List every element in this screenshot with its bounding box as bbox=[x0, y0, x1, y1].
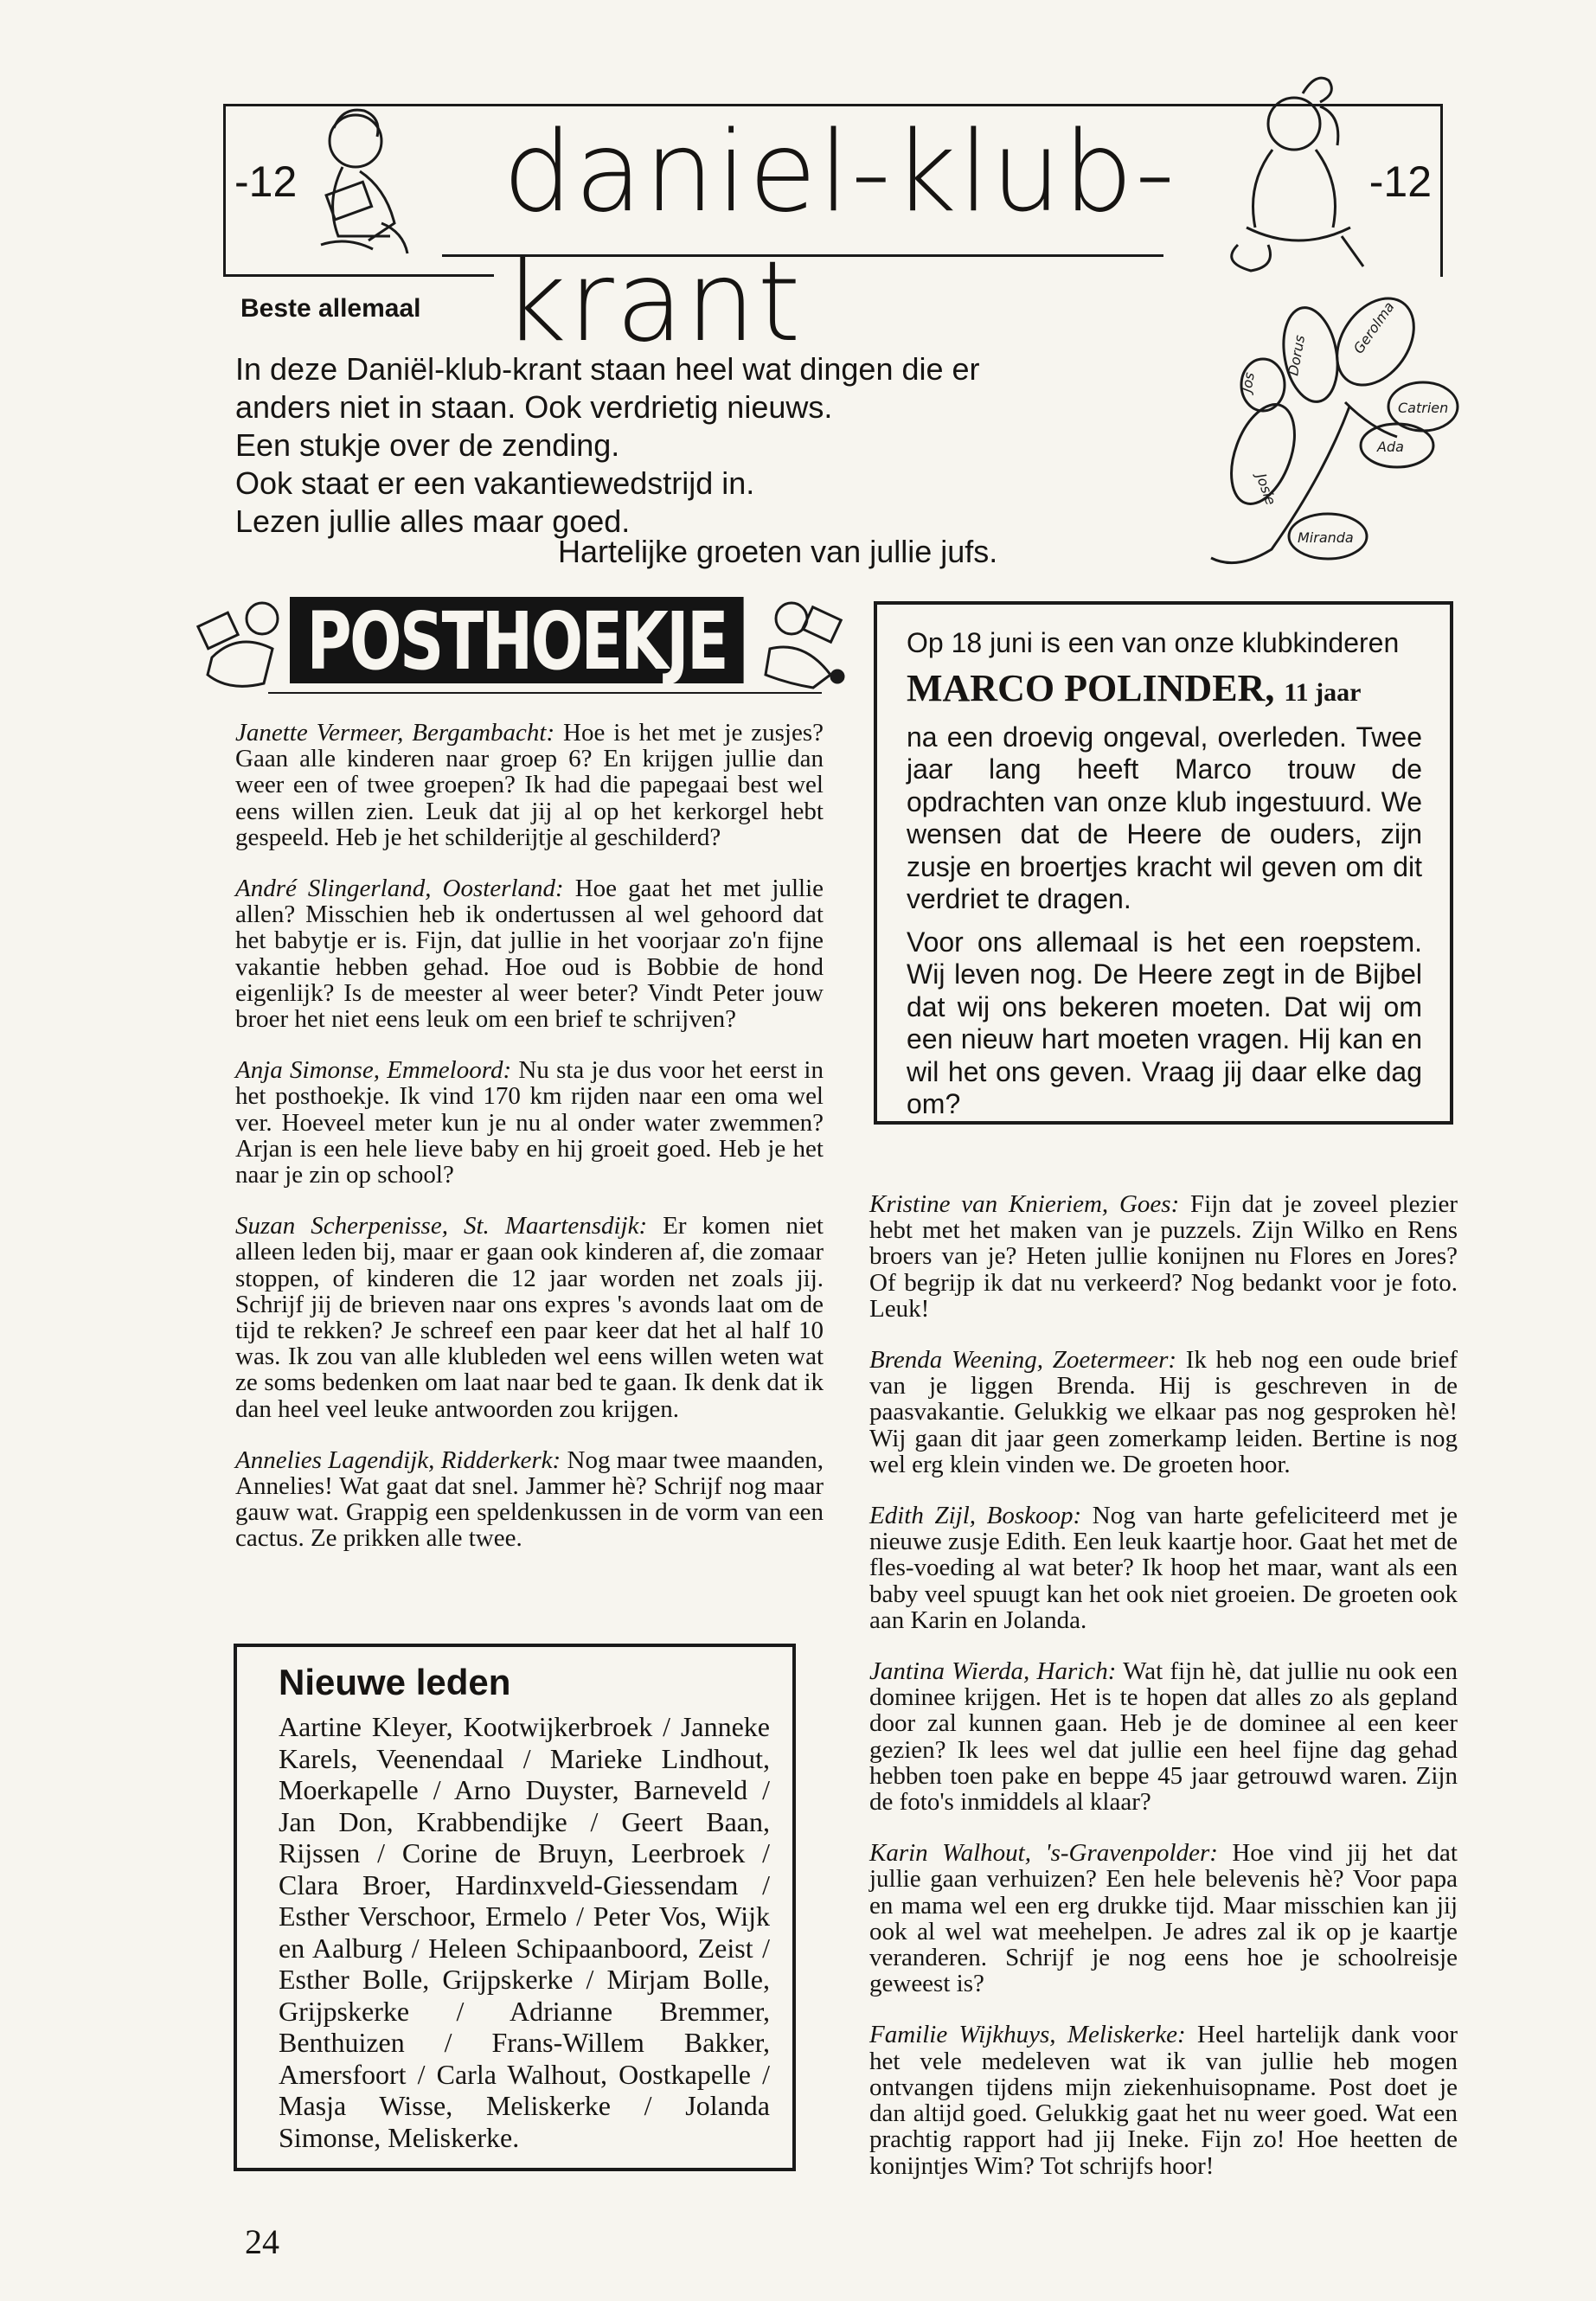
letter bbox=[235, 720, 824, 850]
intro-line: Lezen jullie alles maar goed. bbox=[235, 503, 631, 539]
letter-author: Familie Wijkhuys, Meliskerke: bbox=[869, 2021, 1186, 2049]
letter-text: Ik heb nog een oude brief van je liggen Brenda. Hij is geschreven in de paasvakantie. Gelukkig we elkaar pas nog gesproken hè! Wij gaan dit jaar geen zomerkamp leiden. Bertine is nog wel erg klein vinden we. De groeten hoor. bbox=[869, 1346, 1458, 1478]
petal-label: Gerolma bbox=[1349, 298, 1398, 357]
memorial-paragraph-1: na een droevig ongeval, overleden. Twee jaar lang heeft Marco trouw de opdrachten van onze klub ingestuurd. We wensen dat de Heere de ouders, zijn zusje en broertjes kracht wil geven om dit verdriet te dragen. bbox=[907, 721, 1422, 914]
memorial-box bbox=[874, 601, 1453, 1125]
letter-text: Hoe is het met je zusjes? Gaan alle kinderen naar groep 6? En krijgen jullie dan weer een of twee groepen? Ik had die papegaai best wel eens willen zien. Leuk dat jij al op het kerkorgel hebt gespeeld. Heb je het schilderijtje al geschilderd? bbox=[235, 719, 824, 851]
letter-author: Jantina Wierda, Harich: bbox=[869, 1657, 1117, 1686]
petal bbox=[1277, 304, 1344, 407]
new-members-list: Aartine Kleyer, Kootwijkerbroek / Janneke Karels, Veenendaal / Marieke Lindhout, Moerkapelle / Arno Duyster, Barneveld / Jan Don, Krabbendijke / Geert Baan, Rijssen / Corine de Bruyn, Leerbroek / Clara Broer, Hardinxveld-Giessendam / Esther Verschoor, Ermelo / Peter Vos, Wijk en Aalburg / Heleen Schipaanboord, Zeist / Esther Bolle, Grijpskerke / Mirjam Bolle, Grijpskerke / Adrianne Bremmer, Benthuizen / Frans-Willem Bakker, Amersfoort / Carla Walhout, Oostkapelle / Masja Wisse, Meliskerke / Jolanda Simonse, Meliskerke. bbox=[279, 1711, 770, 2153]
letter-author: Kristine van Knieriem, Goes: bbox=[869, 1190, 1180, 1218]
memorial-intro: Op 18 juni is een van onze klubkinderen bbox=[907, 627, 1400, 658]
petal-label: Miranda bbox=[1298, 529, 1354, 546]
child-reading-illustration-right bbox=[753, 597, 848, 692]
letter bbox=[869, 1840, 1458, 1997]
letter bbox=[869, 1658, 1458, 1815]
posthoekje-rule bbox=[268, 692, 822, 694]
intro-signoff: Hartelijke groeten van jullie jufs. bbox=[558, 534, 998, 569]
letter bbox=[869, 2022, 1458, 2178]
flower-illustration bbox=[1194, 285, 1471, 588]
letter-text: Fijn dat je zoveel plezier hebt met het maken van je puzzels. Zijn Wilko en Rens broers van je? Heten jullie konijnen nu Flores en Jores? Of begrijp ik dat nu verkeerd? Nog bedankt voor je foto. Leuk! bbox=[869, 1190, 1458, 1323]
letter bbox=[235, 875, 824, 1032]
petal-label: Jos bbox=[1238, 370, 1258, 394]
memorial-name-text: MARCO POLINDER, bbox=[907, 666, 1275, 709]
letter bbox=[235, 1447, 824, 1552]
masthead-title: daniel-klub-krant bbox=[494, 108, 1440, 368]
letter bbox=[235, 1057, 824, 1188]
child-reading-illustration-left bbox=[195, 597, 290, 692]
intro-line: Ook staat er een vakantiewedstrijd in. bbox=[235, 465, 755, 501]
letter-author: Janette Vermeer, Bergambacht: bbox=[235, 719, 555, 747]
letter-text: Nu sta je dus voor het eerst in het posthoekje. Ik vind 170 km rijden naar een oma wel ver. Hoeveel meter kun je nu al onder water zwemmen? Arjan is een hele lieve baby en hij groeit goed. Heb je het naar je zin op school? bbox=[235, 1056, 824, 1189]
memorial-name bbox=[907, 665, 1422, 716]
posthoekje-banner: POSTHOEKJE bbox=[290, 597, 744, 683]
intro-paragraph bbox=[235, 350, 1014, 541]
letter bbox=[235, 1213, 824, 1422]
letter-text: Er komen niet alleen leden bij, maar er gaan ook kinderen af, die zomaar stoppen, of kinderen die 12 jaar worden net zoals jij. Schrijf jij de brieven naar ons expres 's avonds laat om de tijd te rekken? Je schreef een paar keer dat het al half 10 was. Ik zou van alle klubleden wel eens willen weten wat ze soms bedenken om laat naar bed te gaan. Ik denk dat ik dan heel veel leuke antwoorden zou krijgen. bbox=[235, 1212, 824, 1423]
letter-author: André Slingerland, Oosterland: bbox=[235, 875, 564, 903]
new-members-title: Nieuwe leden bbox=[279, 1662, 511, 1702]
memorial-paragraph-2: Voor ons allemaal is het een roepstem. Wij leven nog. De Heere zegt in de Bijbel dat wij ons bekeren moeten. Dat wij om een nieuw hart moeten vragen. Hij kan en wil het ons geven. Vraag jij daar elke dag om? bbox=[907, 926, 1422, 1119]
page-number: 24 bbox=[245, 2222, 279, 2261]
intro-greeting: Beste allemaal bbox=[240, 294, 421, 323]
boy-reading-illustration bbox=[295, 93, 433, 275]
memorial-age: 11 jaar bbox=[1284, 677, 1362, 707]
girl-sitting-illustration bbox=[1212, 54, 1376, 288]
letter bbox=[869, 1347, 1458, 1477]
letter-text: Nog maar twee maanden, Annelies! Wat gaat dat snel. Jammer hè? Schrijf nog maar gauw wat. Grappig een speldenkussen in de vorm van een cactus. Ze prikken alle twee. bbox=[235, 1445, 824, 1553]
petal-label: Catrien bbox=[1398, 400, 1449, 416]
letter-author: Suzan Scherpenisse, St. Maartensdijk: bbox=[235, 1212, 648, 1240]
petal-label: Ada bbox=[1377, 439, 1404, 455]
petal-label: Josie bbox=[1253, 471, 1279, 508]
letter-text: Hoe vind jij het dat jullie gaan verhuizen? Een hele belevenis hè? Voor papa en mama wel een erg drukke tijd. Maar misschien kan jij ook al wel wat meehelpen. Je adres zal ik op je kaartje veranderen. Schrijf je nog eens hoe je schoolreisje geweest is? bbox=[869, 1839, 1458, 1998]
letter-text: Nog van harte gefeliciteerd met je nieuwe zusje Edith. Een leuk kaartje hoor. Gaat het met de fles-voeding al wat beter? Ik hoop het maar, want als een baby veel spuugt kan het ook niet groeien. De groeten ook aan Karin en Jolanda. bbox=[869, 1502, 1458, 1634]
letter bbox=[869, 1191, 1458, 1322]
intro-line: Een stukje over de zending. bbox=[235, 427, 620, 463]
intro-line: anders niet in staan. Ook verdrietig nieuws. bbox=[235, 389, 833, 425]
letter bbox=[869, 1503, 1458, 1633]
letter-text: Heel hartelijk dank voor het vele medeleven wat ik van jullie heb mogen ontvangen tijdens mijn ziekenhuisopname. Post doet je dan altijd goed. Gelukkig gaat het nu weer goed. Wat een prachtig rapport had jij Ineke. Fijn zo! Hoe heetten de konijntjes Wim? Tot schrijfs hoor! bbox=[869, 2021, 1458, 2180]
intro-line: In deze Daniël-klub-krant staan heel wat dingen die er bbox=[235, 351, 980, 387]
letter-author: Brenda Weening, Zoetermeer: bbox=[869, 1346, 1177, 1375]
letter-text: Wat fijn hè, dat jullie nu ook een dominee krijgen. Het is te hopen dat alles zo als gepland door zal kunnen gaan. Heb je de dominee al een keer gezien? Ik lees wel dat jullie een heel fijne dag gehad hebben toen pake en beppe 45 jaar getrouwd waren. Zijn de foto's inmiddels al klaar? bbox=[869, 1657, 1458, 1817]
letter-text: Hoe gaat het met jullie allen? Misschien heb ik ondertussen al wel gehoord dat het babytje er is. Fijn, dat jullie in het voorjaar zo'n fijne vakantie hebben gehad. Hoe oud is Bobbie de hond eigenlijk? Is de meester al weer beter? Vindt Peter jouw broer het niet eens leuk om een brief te schrijven? bbox=[235, 875, 824, 1034]
new-members-box bbox=[234, 1644, 796, 2171]
letters-right-column bbox=[869, 1166, 1458, 2204]
issue-number-right: -12 bbox=[1368, 157, 1432, 206]
issue-number-left: -12 bbox=[234, 157, 298, 206]
letter-author: Anja Simonse, Emmeloord: bbox=[235, 1056, 512, 1085]
masthead-rule bbox=[442, 254, 1163, 257]
petal-label: Dorus bbox=[1285, 333, 1309, 377]
letter-author: Annelies Lagendijk, Ridderkerk: bbox=[235, 1445, 561, 1474]
letter-author: Edith Zijl, Boskoop: bbox=[869, 1502, 1082, 1530]
letter-author: Karin Walhout, 's-Gravenpolder: bbox=[869, 1839, 1218, 1868]
letters-left-column bbox=[235, 695, 824, 1577]
